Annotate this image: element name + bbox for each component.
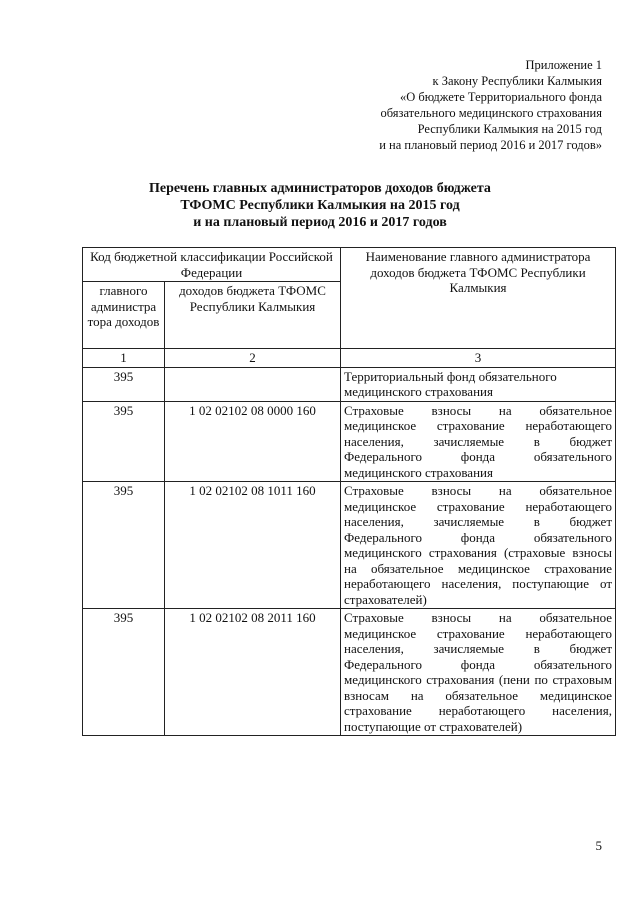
revenue-name-cell: Территориальный фонд обязательного медицинского страхования: [341, 367, 616, 401]
revenue-code-cell: 1 02 02102 08 0000 160: [165, 401, 341, 482]
admin-code-cell: 395: [83, 367, 165, 401]
annex-line: к Закону Республики Калмыкия: [432, 74, 602, 88]
annex-line: Республики Калмыкия на 2015 год: [417, 122, 602, 136]
revenue-code-cell: 1 02 02102 08 1011 160: [165, 482, 341, 609]
column-numbers-row: [83, 349, 616, 368]
header-budget-revenue: доходов бюджета ТФОМС Республики Калмыкия: [165, 282, 341, 349]
annex-header: [302, 57, 602, 153]
header-row-group: [83, 248, 616, 282]
revenue-name-cell: Страховые взносы на обязательное медицинское страхование неработающего населения, зачисляемые в бюджет Федерального фонда обязательного медицинского страхования: [341, 401, 616, 482]
annex-line: обязательного медицинского страхования: [380, 106, 602, 120]
annex-line: и на плановый период 2016 и 2017 годов»: [379, 138, 602, 152]
revenue-name-cell: Страховые взносы на обязательное медицинское страхование неработающего населения, зачисляемые в бюджет Федерального фонда обязательного медицинского страхования (пени по страховым взносам на обязательное медицинское страхование неработающего населения, поступающие от страхователей): [341, 609, 616, 736]
column-number: 1: [83, 349, 165, 368]
header-administrator-name: Наименование главного администратора доходов бюджета ТФОМС Республики Калмыкия: [341, 248, 616, 349]
title-line: ТФОМС Республики Калмыкия на 2015 год: [180, 198, 460, 213]
revenue-name-cell: Страховые взносы на обязательное медицинское страхование неработающего населения, зачисляемые в бюджет Федерального фонда обязательного медицинского страхования (страховые взносы на обязательное медицинское страхование неработающего населения, поступающие от страхователей): [341, 482, 616, 609]
table-row: [83, 401, 616, 482]
document-title: [0, 180, 640, 231]
revenue-code-cell: 1 02 02102 08 2011 160: [165, 609, 341, 736]
header-main-administrator: главного администра тора доходов: [83, 282, 165, 349]
table-row: [83, 609, 616, 736]
administrators-table: [82, 247, 616, 736]
column-number: 2: [165, 349, 341, 368]
title-line: Перечень главных администраторов доходов бюджета: [149, 181, 491, 196]
admin-code-cell: 395: [83, 482, 165, 609]
page-number: 5: [595, 838, 602, 853]
column-number: 3: [341, 349, 616, 368]
table-row: [83, 367, 616, 401]
table-row: [83, 482, 616, 609]
title-line: и на плановый период 2016 и 2017 годов: [193, 215, 447, 230]
admin-code-cell: 395: [83, 401, 165, 482]
header-classification-code: Код бюджетной классификации Российской Федерации: [83, 248, 341, 282]
revenue-code-cell: [165, 367, 341, 401]
annex-line: Приложение 1: [525, 58, 602, 72]
admin-code-cell: 395: [83, 609, 165, 736]
annex-line: «О бюджете Территориального фонда: [399, 90, 602, 104]
